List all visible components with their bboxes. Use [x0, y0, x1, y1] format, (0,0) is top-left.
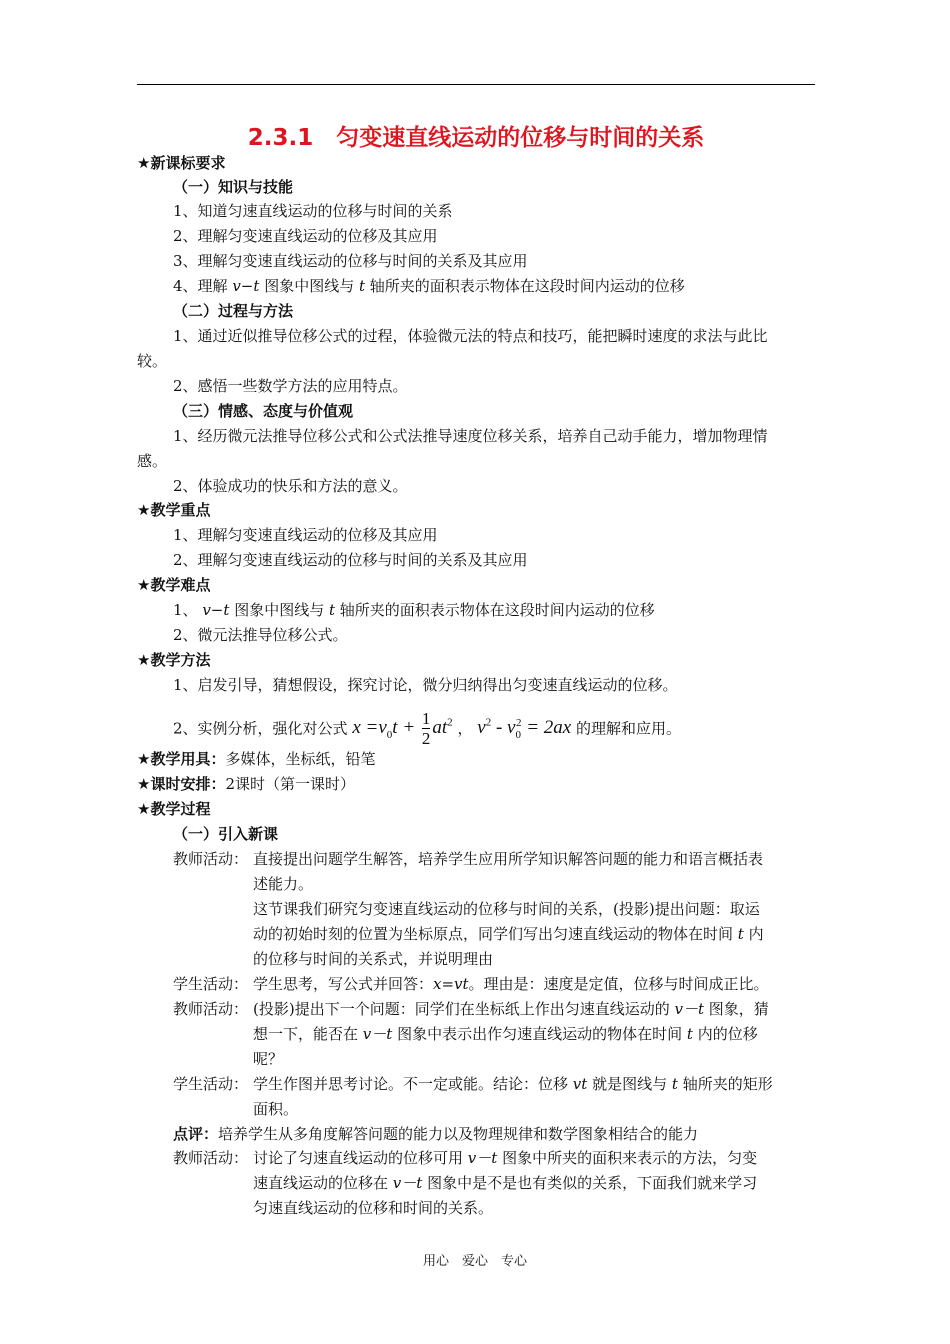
dialog-text [253, 1072, 773, 1097]
list-item-continued: 较。 [137, 352, 168, 370]
vt-symbol: v－t [362, 1025, 393, 1043]
dialog-text: 这节课我们研究匀变速直线运动的位移与时间的关系，(投影)提出问题：取运 [253, 900, 760, 918]
text: 1、 [173, 601, 198, 619]
formula-sub: 0 [515, 729, 521, 742]
text: 轴所夹的矩形 [682, 1075, 773, 1093]
subheading-knowledge: （一）知识与技能 [173, 178, 294, 196]
list-item-continued: 感。 [137, 452, 168, 470]
comment-line [173, 1122, 698, 1147]
list-item: 1、启发引导，猜想假设，探究讨论，微分归纳得出匀变速直线运动的位移。 [173, 676, 678, 694]
vt-symbol: v−t [202, 601, 230, 619]
list-item: 1、知道匀速直线运动的位移与时间的关系 [173, 202, 453, 220]
formula-displacement [352, 709, 453, 749]
text: 4、理解 [173, 277, 228, 295]
dialog-text [253, 1146, 757, 1171]
formula-at: at [432, 717, 448, 739]
heading-difficulties: ★教学难点 [137, 576, 211, 594]
heading-process: ★教学过程 [137, 800, 211, 818]
text: 轴所夹的面积表示物体在这段时间内运动的位移 [339, 601, 655, 619]
t-symbol: t [737, 925, 744, 943]
formula-v: v [378, 717, 387, 739]
text: 学生作图并思考讨论。不一定或能。结论：位移 [253, 1075, 569, 1093]
heading-key-points: ★教学重点 [137, 501, 211, 519]
dialog-text: 述能力。 [253, 875, 314, 893]
dialog-text: 面积。 [253, 1100, 299, 1118]
vt-symbol: vt [572, 1075, 588, 1093]
text: 的理解和应用。 [576, 719, 682, 738]
schedule-label: ★课时安排： [137, 775, 226, 793]
page-title: 2.3.1 匀变速直线运动的位移与时间的关系 [247, 125, 705, 151]
page-footer: 用心 爱心 专心 [422, 1254, 527, 1269]
formula-inline: x=vt [433, 975, 469, 993]
formula-sup: 2 [485, 717, 492, 729]
subheading-intro: （一）引入新课 [173, 825, 279, 843]
formula-t: t [392, 717, 398, 739]
comment-label: 点评： [173, 1125, 219, 1143]
dialog-text [253, 1171, 757, 1196]
schedule-text: 2课时（第一课时） [225, 775, 355, 793]
dialog-label-teacher: 教师活动： [173, 1000, 249, 1018]
list-item: 2、微元法推导位移公式。 [173, 626, 348, 644]
text: 学生思考，写公式并回答： [253, 975, 434, 993]
dialog-text [253, 1022, 758, 1047]
vt-symbol: v－t [674, 1000, 705, 1018]
vt-symbol: v−t [232, 277, 260, 295]
text: 轴所夹的面积表示物体在这段时间内运动的位移 [369, 277, 685, 295]
text: (投影)提出下一个问题：同学们在坐标纸上作出匀速直线运动的 [253, 1000, 670, 1018]
dialog-text: 匀速直线运动的位移和时间的关系。 [253, 1199, 494, 1217]
heading-requirements: ★新课标要求 [137, 154, 226, 172]
vt-symbol: v－t [392, 1174, 423, 1192]
schedule-line [137, 772, 355, 797]
formula-eq: = [526, 717, 540, 739]
dialog-label-teacher: 教师活动： [173, 1149, 249, 1167]
formula-v2: v [477, 717, 486, 739]
comma: ， [457, 719, 473, 738]
text: 图象中表示出作匀速直线运动的物体在时间 [397, 1025, 683, 1043]
formula-fraction [422, 709, 431, 748]
dialog-label-student: 学生活动： [173, 975, 249, 993]
dialog-text [253, 997, 769, 1022]
text: 图象中图线与 [264, 277, 355, 295]
formula-v3: v [507, 717, 516, 739]
text: 。理由是：速度是定值，位移与时间成正比。 [468, 975, 769, 993]
formula-eq: = [365, 717, 379, 739]
dialog-label-teacher: 教师活动： [173, 850, 249, 868]
list-item [173, 274, 685, 299]
text: 讨论了匀速直线运动的位移可用 [253, 1149, 464, 1167]
list-item: 1、理解匀变速直线运动的位移及其应用 [173, 526, 438, 544]
text: 内的位移 [697, 1025, 758, 1043]
comment-text: 培养学生从多角度解答问题的能力以及物理规律和数学图象相结合的能力 [218, 1125, 699, 1143]
formula-sup: 2 [515, 717, 522, 729]
tools-line [137, 747, 375, 772]
heading-method: ★教学方法 [137, 651, 211, 669]
formula-rhs: 2ax [543, 717, 572, 739]
tools-label: ★教学用具： [137, 750, 226, 768]
formula-x: x [352, 717, 361, 739]
tools-text: 多媒体，坐标纸，铅笔 [225, 750, 376, 768]
text: 就是图线与 [592, 1075, 668, 1093]
dialog-text [253, 972, 769, 997]
formula-sub: 0 [386, 729, 393, 742]
text: 速直线运动的位移在 [253, 1174, 389, 1192]
t-symbol: t [328, 601, 336, 619]
fraction-denominator: 2 [421, 729, 431, 749]
header-rule [137, 84, 815, 85]
dialog-text: 直接提出问题学生解答，培养学生应用所学知识解答问题的能力和语言概括表 [253, 850, 764, 868]
list-item: 2、理解匀变速直线运动的位移与时间的关系及其应用 [173, 551, 528, 569]
t-symbol: t [358, 277, 366, 295]
text: 图象中是不是也有类似的关系，下面我们就来学习 [427, 1174, 758, 1192]
text: 2、实例分析，强化对公式 [173, 719, 348, 738]
t-symbol: t [686, 1025, 693, 1043]
subheading-emotion: （三）情感、态度与价值观 [173, 402, 354, 420]
list-item: 2、体验成功的快乐和方法的意义。 [173, 477, 408, 495]
text: 想一下，能否在 [253, 1025, 359, 1043]
vt-symbol: v－t [467, 1149, 498, 1167]
list-item: 1、经历微元法推导位移公式和公式法推导速度位移关系，培养自己动手能力，增加物理情 [173, 427, 768, 445]
list-item: 3、理解匀变速直线运动的位移与时间的关系及其应用 [173, 252, 528, 270]
formula-minus: - [495, 717, 503, 739]
formula-sup: 2 [447, 717, 453, 729]
formula-velocity [477, 717, 572, 742]
list-item: 2、感悟一些数学方法的应用特点。 [173, 377, 408, 395]
list-item: 1、通过近似推导位移公式的过程，体验微元法的特点和技巧，能把瞬时速度的求法与此比 [173, 327, 768, 345]
list-item: 2、理解匀变速直线运动的位移及其应用 [173, 227, 438, 245]
dialog-text: 的位移与时间的关系式，并说明理由 [253, 950, 494, 968]
dialog-text [253, 922, 764, 947]
text: 内 [748, 925, 764, 943]
t-symbol: t [671, 1075, 678, 1093]
list-item [173, 598, 655, 623]
text: 图象中所夹的面积来表示的方法，匀变 [502, 1149, 758, 1167]
text: 图象中图线与 [234, 601, 325, 619]
text: 动的初始时刻的位置为坐标原点，同学们写出匀速直线运动的物体在时间 [253, 925, 734, 943]
text: 图象，猜 [708, 1000, 769, 1018]
subheading-process: （二）过程与方法 [173, 302, 294, 320]
dialog-label-student: 学生活动： [173, 1075, 249, 1093]
fraction-numerator: 1 [421, 709, 431, 729]
formula-plus: + [402, 717, 416, 739]
dialog-text: 呢？ [253, 1050, 284, 1068]
